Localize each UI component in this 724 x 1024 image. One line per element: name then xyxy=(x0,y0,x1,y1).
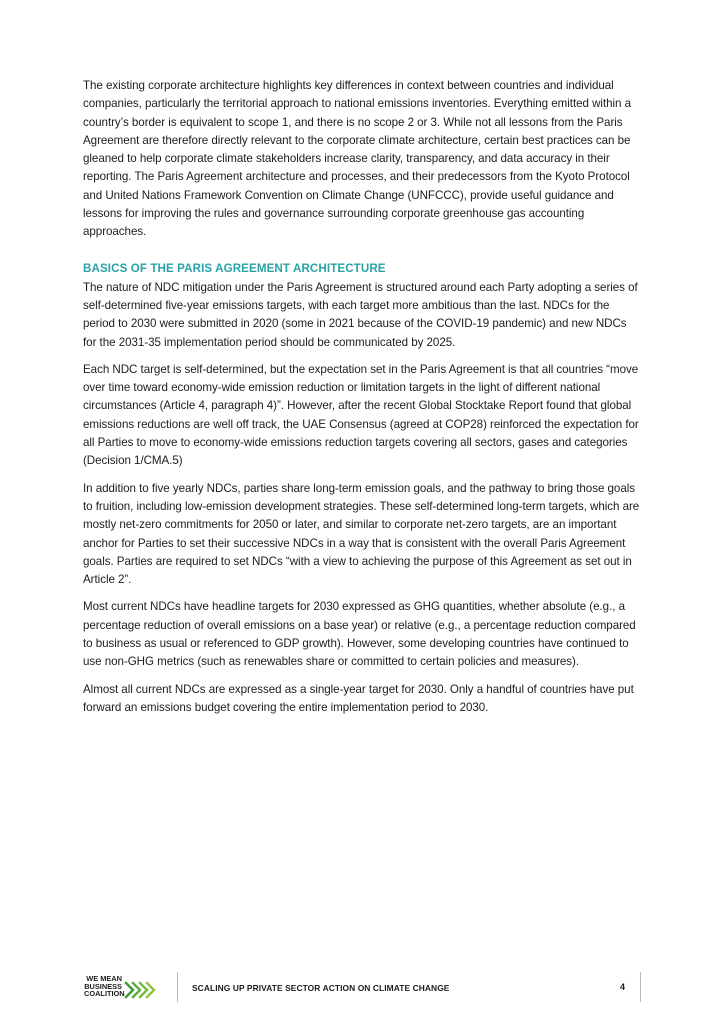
section-heading: BASICS OF THE PARIS AGREEMENT ARCHITECTURE xyxy=(83,261,386,275)
logo-line-3: COALITION xyxy=(84,989,125,999)
paragraph-single-year-target: Almost all current NDCs are expressed as a single-year target for 2030. Only a handful of countries have put forward an emissions budget covering the entire implementation period to 2030. xyxy=(83,682,634,714)
intro-paragraph: The existing corporate architecture highlights key differences in context between countries and individual companies, particularly the territorial approach to national emissions inventories. Everything emitted within a country’s border is equivalent to scope 1, and there is no scope 2 or 3. While not all lessons from the Paris Agreement are therefore directly relevant to the corporate climate architecture, certain best practices can be gleaned to help corporate climate stakeholders increase clarity, transparency, and data accuracy in their reporting. The Paris Agreement architecture and processes, and their predecessors from the Kyoto Protocol and United Nations Framework Convention on Climate Change (UNFCCC), provide useful guidance and lessons for improving the rules and governance surrounding corporate greenhouse gas accounting approaches. xyxy=(83,79,632,239)
page-footer xyxy=(0,968,724,1008)
page-content xyxy=(83,77,643,726)
paragraph-ndc-self-determined: Each NDC target is self-determined, but the expectation set in the Paris Agreement is that all countries “move over time toward economy-wide emission reduction or limitation targets in the light of different national circumstances (Article 4, paragraph 4)”. However, after the recent Global Stocktake Report found that global emissions reductions are well off track, the UAE Consensus (agreed at COP28) reinforced the expectation for all Parties to move to economy-wide emissions reduction targets covering all sectors, gases and categories (Decision 1/CMA.5) xyxy=(83,362,639,468)
paragraph-long-term-goals: In addition to five yearly NDCs, parties share long-term emission goals, and the pathway to bring those goals to fruition, including low-emission development strategies. These self-determined long-term targets, which are mostly net-zero commitments for 2050 or later, and similar to corporate net-zero targets, are an important anchor for Parties to set their successive NDCs in a way that is consistent with the overall Paris Agreement goals. Parties are required to set NDCs “with a view to achieving the purpose of this Agreement as set out in Article 2”. xyxy=(83,481,640,587)
we-mean-business-logo xyxy=(84,975,164,1003)
paragraph-ndc-nature: The nature of NDC mitigation under the Paris Agreement is structured around each Party adopting a series of self-determined five-year emissions targets, with each target more ambitious than the last. NDCs for the period to 2030 were submitted in 2020 (some in 2021 because of the COVID-19 pandemic) and new NDCs for the 2031-35 implementation period should be communicated by 2025. xyxy=(83,280,638,349)
footer-title: SCALING UP PRIVATE SECTOR ACTION ON CLIMATE CHANGE xyxy=(192,983,450,993)
footer-divider-left xyxy=(177,972,178,1002)
logo-line-1: WE MEAN xyxy=(86,974,122,983)
paragraph-headline-targets: Most current NDCs have headline targets for 2030 expressed as GHG quantities, whether absolute (e.g., a percentage reduction of overall emissions on a base year) or relative (e.g., a percentage reduction compared to business as usual or referenced to GDP growth). However, some developing countries have continued to use non-GHG metrics (such as renewables share or committed to certain policies and measures). xyxy=(83,600,636,669)
page-number: 4 xyxy=(620,982,626,992)
footer-divider-right xyxy=(640,972,641,1002)
logo-line-2: BUSINESS xyxy=(84,981,122,991)
logo-wordmark xyxy=(84,974,125,999)
logo-chevrons-icon xyxy=(124,979,158,1001)
